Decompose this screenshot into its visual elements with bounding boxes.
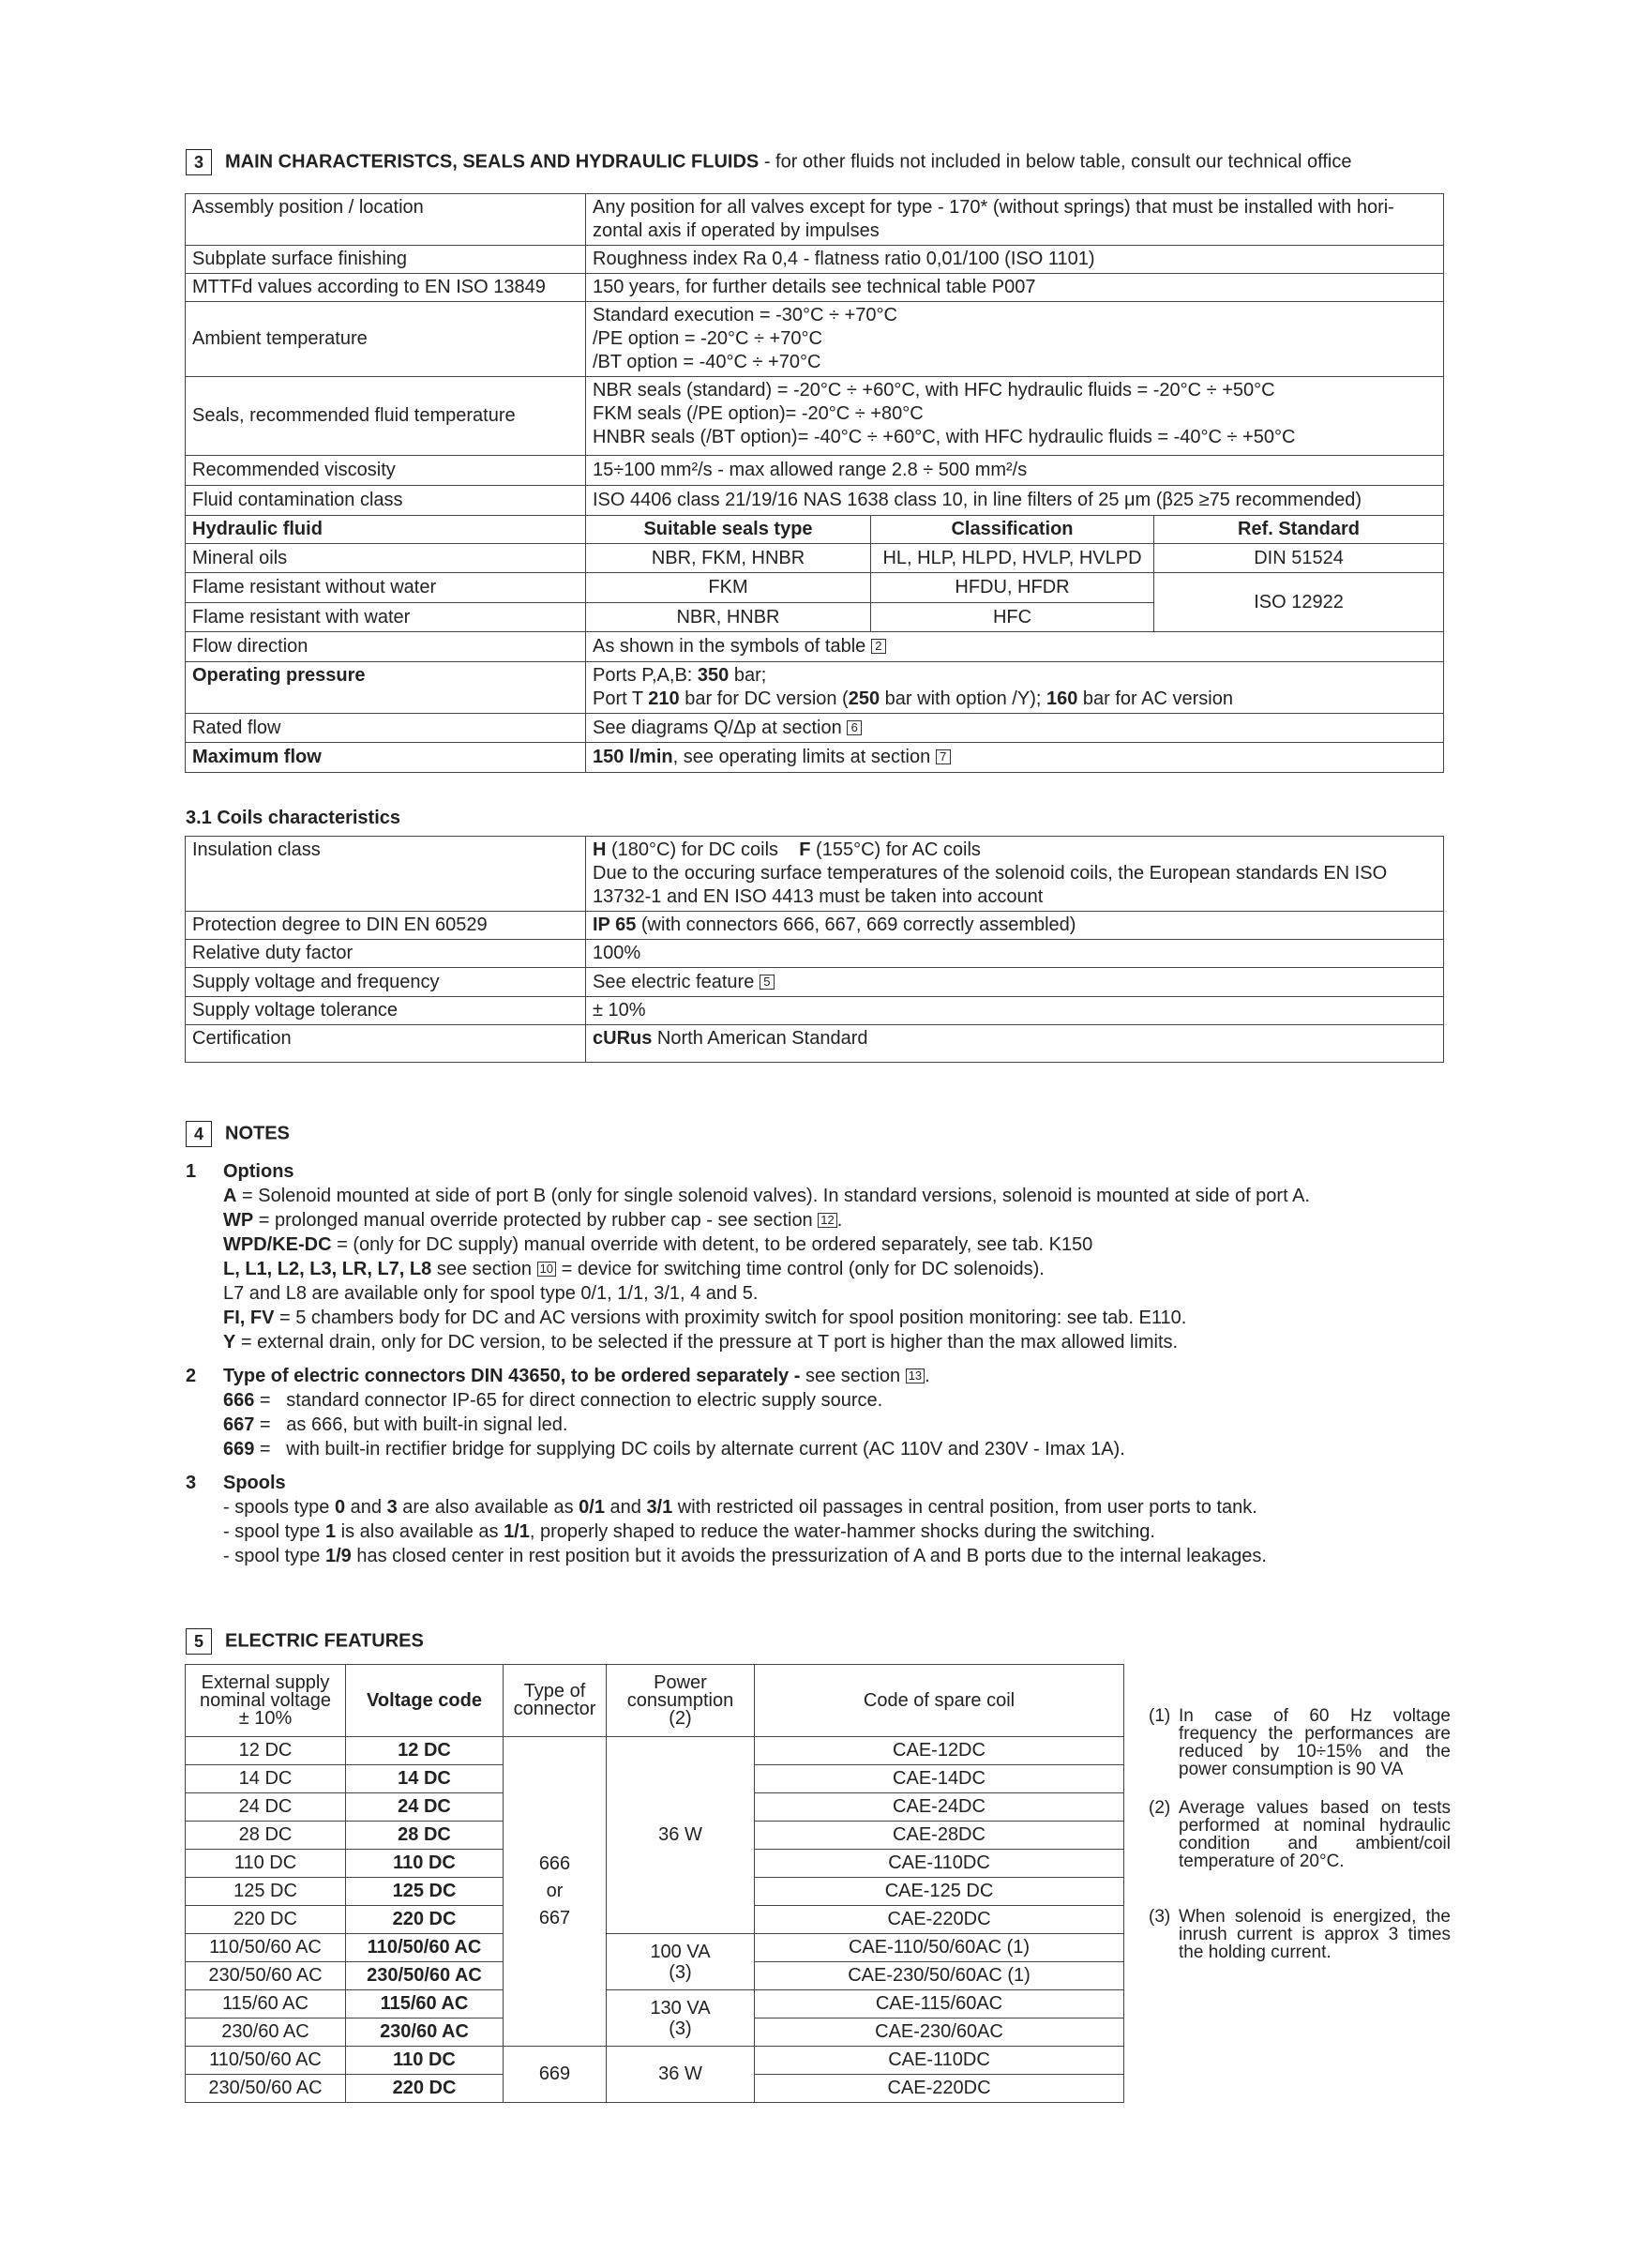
- connector-text: = with built-in rectifier bridge for supplying DC coils by alternate current (AC 110V and 230V - Imax 1A).: [254, 1439, 1125, 1459]
- note-text: - spool type: [223, 1546, 325, 1566]
- connector-code: 669: [223, 1439, 255, 1459]
- section-5-title: ELECTRIC FEATURES: [225, 1630, 424, 1652]
- notes-body: [186, 1159, 1442, 1572]
- fluid-cell: Mineral oils: [186, 544, 586, 573]
- table-row: [186, 456, 1444, 486]
- note-text: has closed center in rest position but it avoids the pressurization of A and B ports due to the internal leakages.: [351, 1546, 1267, 1566]
- spare-coil-cell: CAE-230/60AC: [755, 2019, 1124, 2047]
- note-text: see section: [800, 1366, 906, 1386]
- row-value: [586, 743, 1444, 773]
- value-line: HNBR seals (/BT option)= -40°C ÷ +60°C, with HFC hydraulic fluids = -40°C ÷ +50°C: [593, 427, 1296, 447]
- row-value: ± 10%: [586, 997, 1444, 1025]
- note-1: [223, 1159, 1310, 1354]
- section-ref: 5: [760, 975, 775, 990]
- power-line: (3): [669, 1961, 692, 1983]
- table-row: [186, 1025, 1444, 1063]
- value-text: See diagrams Q/Δp at section: [593, 717, 848, 738]
- row-value: 150 years, for further details see technical table P007: [586, 274, 1444, 302]
- table-row: [186, 302, 1444, 377]
- voltage-code-cell: 115/60 AC: [346, 1990, 504, 2019]
- table-row: [186, 743, 1444, 773]
- option-code: FI, FV: [223, 1308, 275, 1328]
- option-text: = device for switching time control (only for DC solenoids).: [556, 1259, 1045, 1279]
- table-row: [186, 544, 1444, 573]
- spare-coil-cell: CAE-230/50/60AC (1): [755, 1962, 1124, 1990]
- value-text: (with connectors 666, 667, 669 correctly assembled): [636, 915, 1076, 935]
- note-text: with restricted oil passages in central position, from user ports to tank.: [672, 1497, 1257, 1518]
- value-text: bar for DC version (: [679, 688, 849, 709]
- voltage-code-cell: 230/50/60 AC: [346, 1962, 504, 1990]
- value-line: [593, 664, 1437, 688]
- coils-heading: 3.1 Coils characteristics: [186, 808, 401, 828]
- voltage-code-cell: 24 DC: [346, 1793, 504, 1822]
- spare-coil-cell: CAE-110DC: [755, 1850, 1124, 1878]
- option-text: = (only for DC supply) manual override with detent, to be ordered separately, see tab. K150: [331, 1234, 1093, 1255]
- supply-cell: 220 DC: [186, 1906, 346, 1934]
- section-ref: 7: [936, 749, 951, 764]
- row-value: Roughness index Ra 0,4 - flatness ratio 0,01/100 (ISO 1101): [586, 246, 1444, 274]
- value-text: North American Standard: [652, 1028, 868, 1049]
- note-text: and: [345, 1497, 387, 1518]
- note-line: [223, 1388, 1125, 1413]
- power-line: 100 VA: [650, 1941, 711, 1962]
- note-text: are also available as: [397, 1497, 579, 1518]
- connector-line: 666: [538, 1853, 571, 1874]
- option-code: L, L1, L2, L3, LR, L7, L8: [223, 1259, 432, 1279]
- row-value: [586, 662, 1444, 714]
- electric-features-table: [185, 1664, 1124, 2103]
- main-characteristics-table: [185, 193, 1444, 773]
- fluid-cell: DIN 51524: [1154, 544, 1444, 573]
- power-cell: [607, 1990, 755, 2047]
- note-line: [223, 1232, 1310, 1257]
- note-bold: 0: [334, 1497, 346, 1518]
- power-cell: 36 W: [607, 2047, 755, 2103]
- header-power: [607, 1665, 755, 1737]
- option-code: WPD/KE-DC: [223, 1234, 332, 1255]
- row-label: Supply voltage tolerance: [186, 997, 586, 1025]
- header-line: (2): [669, 1707, 692, 1729]
- note-number: 3: [186, 1473, 197, 1493]
- spare-coil-cell: CAE-14DC: [755, 1765, 1124, 1793]
- header-supply: [186, 1665, 346, 1737]
- row-label: Ambient temperature: [186, 302, 586, 377]
- footnote-label: (1): [1149, 1706, 1171, 1726]
- note-line: [223, 1437, 1125, 1461]
- voltage-code-cell: 220 DC: [346, 2075, 504, 2103]
- supply-cell: 230/50/60 AC: [186, 2075, 346, 2103]
- supply-cell: 110/50/60 AC: [186, 2047, 346, 2075]
- supply-cell: 230/50/60 AC: [186, 1962, 346, 1990]
- fluid-cell: NBR, HNBR: [586, 603, 871, 632]
- value-text: (155°C) for AC coils: [810, 839, 981, 860]
- value-line: [593, 688, 1437, 711]
- section-ref: 12: [818, 1213, 836, 1228]
- table-row: [186, 714, 1444, 743]
- note-line: [223, 1520, 1267, 1544]
- fluid-header-cell: Classification: [871, 516, 1154, 544]
- connector-cell: 669: [504, 2047, 607, 2103]
- fluid-cell: Flame resistant with water: [186, 603, 586, 632]
- value-text: bar;: [729, 665, 767, 686]
- note-text: - spools type: [223, 1497, 335, 1518]
- supply-cell: 110 DC: [186, 1850, 346, 1878]
- value-bold: IP 65: [593, 915, 637, 935]
- section-ref: 2: [871, 639, 886, 654]
- fluid-cell: HL, HLP, HLPD, HVLP, HVLPD: [871, 544, 1154, 573]
- note-bold: 3/1: [646, 1497, 673, 1518]
- value-text: , see operating limits at section: [672, 747, 936, 767]
- note-line: WP = prolonged manual override protected by rubber cap - see section 12 .: [223, 1210, 843, 1231]
- power-cell: 36 W: [607, 1737, 755, 1934]
- option-text: see section: [431, 1259, 537, 1279]
- supply-cell: 28 DC: [186, 1822, 346, 1850]
- note-title: Options: [223, 1161, 294, 1182]
- option-text: = prolonged manual override protected by rubber cap - see section: [253, 1210, 819, 1231]
- fluid-header-cell: Suitable seals type: [586, 516, 871, 544]
- option-text: = Solenoid mounted at side of port B (only for single solenoid valves). In standard versions, solenoid is mounted at side of port A.: [236, 1186, 1310, 1206]
- section-ref: 6: [847, 720, 862, 735]
- fluid-cell: ISO 12922: [1154, 573, 1444, 632]
- table-row: [186, 837, 1444, 912]
- voltage-code-cell: 14 DC: [346, 1765, 504, 1793]
- connector-text: = standard connector IP-65 for direct connection to electric supply source.: [254, 1390, 883, 1411]
- note-line: [223, 1257, 1310, 1281]
- note-line: [223, 1330, 1310, 1354]
- value-line: /BT option = -40°C ÷ +70°C: [593, 352, 821, 372]
- value-line: NBR seals (standard) = -20°C ÷ +60°C, with HFC hydraulic fluids = -20°C ÷ +50°C: [593, 380, 1275, 401]
- row-label: Maximum flow: [186, 743, 586, 773]
- section-ref: 10: [537, 1262, 556, 1277]
- option-code: Y: [223, 1332, 236, 1353]
- supply-cell: 110/50/60 AC: [186, 1934, 346, 1962]
- header-line: consumption: [626, 1689, 734, 1711]
- voltage-code-cell: 220 DC: [346, 1906, 504, 1934]
- value-line: Standard execution = -30°C ÷ +70°C: [593, 305, 897, 325]
- header-connector: [504, 1665, 607, 1737]
- note-bold: 1: [324, 1521, 337, 1542]
- row-value: 15÷100 mm²/s - max allowed range 2.8 ÷ 500 mm²/s: [586, 456, 1444, 486]
- table-row: [186, 997, 1444, 1025]
- footnote-label: (3): [1149, 1907, 1171, 1927]
- note-bold: 3: [386, 1497, 398, 1518]
- option-code: A: [223, 1186, 237, 1206]
- table-row: [186, 662, 1444, 714]
- section-3-title: MAIN CHARACTERISTCS, SEALS AND HYDRAULIC FLUIDS: [225, 151, 760, 173]
- value-bold: 150 l/min: [593, 747, 673, 767]
- note-line: Type of electric connectors DIN 43650, to be ordered separately - see section 13 .: [223, 1366, 930, 1386]
- section-3-number: 3: [186, 149, 212, 175]
- note-title: Type of electric connectors DIN 43650, to be ordered separately -: [223, 1366, 801, 1386]
- note-line: [223, 1495, 1267, 1520]
- supply-cell: 12 DC: [186, 1737, 346, 1765]
- connector-code: 666: [223, 1390, 255, 1411]
- header-line: ± 10%: [238, 1707, 293, 1729]
- row-value: [586, 714, 1444, 743]
- value-bold: 210: [648, 688, 680, 709]
- voltage-code-cell: 12 DC: [346, 1737, 504, 1765]
- supply-cell: 115/60 AC: [186, 1990, 346, 2019]
- section-4-number: 4: [186, 1121, 212, 1147]
- value-text: Ports P,A,B:: [593, 665, 698, 686]
- section-4-title: NOTES: [225, 1123, 290, 1144]
- spare-coil-cell: CAE-125 DC: [755, 1878, 1124, 1906]
- table-row: [186, 194, 1444, 246]
- connector-cell: [504, 1737, 607, 2047]
- header-line: Power: [654, 1671, 707, 1693]
- value-text: See electric feature: [593, 971, 760, 992]
- voltage-code-cell: 28 DC: [346, 1822, 504, 1850]
- connector-code: 667: [223, 1414, 255, 1435]
- value-line: [593, 839, 1437, 862]
- footnote-label: (2): [1149, 1798, 1171, 1818]
- table-row: [186, 274, 1444, 302]
- row-label: Subplate surface finishing: [186, 246, 586, 274]
- row-label: Assembly position / location: [186, 194, 586, 246]
- header-line: connector: [513, 1699, 596, 1719]
- value-text: As shown in the symbols of table: [593, 636, 871, 657]
- footnote-text: When solenoid is energized, the inrush current is approx 3 times the holding current.: [1179, 1907, 1451, 1962]
- option-text: = external drain, only for DC version, to be selected if the pressure at T port is higher than the max allowed limits.: [235, 1332, 1179, 1353]
- value-text: Port T: [593, 688, 649, 709]
- footnote-text: Average values based on tests performed at nominal hydraulic condition and ambient/coil temperature of 20°C.: [1179, 1798, 1451, 1871]
- section-5-number: 5: [186, 1628, 212, 1655]
- row-label: Fluid contamination class: [186, 486, 586, 516]
- row-label: Supply voltage and frequency: [186, 968, 586, 997]
- voltage-code-cell: 230/60 AC: [346, 2019, 504, 2047]
- note-line: [223, 1544, 1267, 1568]
- header-spare-coil: Code of spare coil: [755, 1665, 1124, 1737]
- section-4-heading: [186, 1121, 290, 1147]
- section-3-heading: [186, 149, 1351, 175]
- row-label: Flow direction: [186, 632, 586, 662]
- voltage-code-cell: 110 DC: [346, 1850, 504, 1878]
- table-row: [186, 1737, 1124, 1765]
- row-value: ISO 4406 class 21/19/16 NAS 1638 class 10, in line filters of 25 μm (β25 ≥75 recommended): [586, 486, 1444, 516]
- supply-cell: 125 DC: [186, 1878, 346, 1906]
- fluid-cell: FKM: [586, 573, 871, 603]
- note-bold: 1/1: [504, 1521, 530, 1542]
- header-line: External supply: [201, 1671, 330, 1693]
- option-text: = 5 chambers body for DC and AC versions with proximity switch for spool position monitoring: see tab. E110.: [274, 1308, 1187, 1328]
- fluid-cell: NBR, FKM, HNBR: [586, 544, 871, 573]
- voltage-code-cell: 110 DC: [346, 2047, 504, 2075]
- row-label: MTTFd values according to EN ISO 13849: [186, 274, 586, 302]
- row-label: Certification: [186, 1025, 586, 1063]
- value-line: /PE option = -20°C ÷ +70°C: [593, 328, 822, 349]
- table-row: [186, 486, 1444, 516]
- note-2: [223, 1364, 1125, 1461]
- spare-coil-cell: CAE-28DC: [755, 1822, 1124, 1850]
- note-3: [223, 1471, 1267, 1568]
- value-line: Due to the occuring surface temperatures of the solenoid coils, the European standards EN ISO: [593, 863, 1388, 884]
- note-line: [223, 1184, 1310, 1208]
- row-label: Seals, recommended fluid temperature: [186, 377, 586, 456]
- value-bold: cURus: [593, 1028, 653, 1049]
- fluid-cell: Flame resistant without water: [186, 573, 586, 603]
- row-label: Operating pressure: [186, 662, 586, 714]
- row-value: 100%: [586, 940, 1444, 968]
- note-number: 2: [186, 1366, 197, 1386]
- note-text: is also available as: [336, 1521, 504, 1542]
- value-line: 13732-1 and EN ISO 4413 must be taken into account: [593, 886, 1044, 907]
- note-line: L7 and L8 are available only for spool type 0/1, 1/1, 3/1, 4 and 5.: [223, 1283, 759, 1304]
- power-line: 130 VA: [650, 1997, 711, 2019]
- header-voltage-code: Voltage code: [346, 1665, 504, 1737]
- section-5-heading: [186, 1628, 424, 1655]
- row-value: [586, 1025, 1444, 1063]
- note-text: and: [604, 1497, 647, 1518]
- table-row: [186, 516, 1444, 544]
- row-value: [586, 377, 1444, 456]
- supply-cell: 24 DC: [186, 1793, 346, 1822]
- note-bold: 0/1: [579, 1497, 605, 1518]
- note-text: , properly shaped to reduce the water-hammer shocks during the switching.: [529, 1521, 1155, 1542]
- row-value: [586, 302, 1444, 377]
- voltage-code-cell: 125 DC: [346, 1878, 504, 1906]
- supply-cell: 14 DC: [186, 1765, 346, 1793]
- spare-coil-cell: CAE-110DC: [755, 2047, 1124, 2075]
- option-code: WP: [223, 1210, 254, 1231]
- table-row: [186, 573, 1444, 603]
- table-row: [186, 968, 1444, 997]
- value-text: bar for AC version: [1077, 688, 1233, 709]
- row-value: [586, 632, 1444, 662]
- spare-coil-cell: CAE-12DC: [755, 1737, 1124, 1765]
- table-row: [186, 1990, 1124, 2019]
- connector-line: 667: [538, 1908, 571, 1928]
- footnote-text: In case of 60 Hz voltage frequency the performances are reduced by 10÷15% and the power consumption is 90 VA: [1179, 1706, 1451, 1779]
- row-label: Protection degree to DIN EN 60529: [186, 912, 586, 940]
- value-bold: 250: [848, 688, 880, 709]
- fluid-cell: HFC: [871, 603, 1154, 632]
- connector-text: = as 666, but with built-in signal led.: [254, 1414, 568, 1435]
- row-label: Relative duty factor: [186, 940, 586, 968]
- header-line: nominal voltage: [199, 1689, 332, 1711]
- value-bold: 350: [697, 665, 730, 686]
- spare-coil-cell: CAE-110/50/60AC (1): [755, 1934, 1124, 1962]
- note-title: Spools: [223, 1473, 286, 1493]
- table-header-row: [186, 1665, 1124, 1737]
- row-value: [586, 194, 1444, 246]
- row-value: [586, 968, 1444, 997]
- table-row: [186, 1934, 1124, 1962]
- note-line: [223, 1413, 1125, 1437]
- power-line: (3): [669, 2018, 692, 2039]
- header-line: Type of: [523, 1681, 586, 1701]
- voltage-code-cell: 110/50/60 AC: [346, 1934, 504, 1962]
- spare-coil-cell: CAE-220DC: [755, 2075, 1124, 2103]
- value-text: bar with option /Y);: [880, 688, 1046, 709]
- row-value: [586, 912, 1444, 940]
- table-row: [186, 632, 1444, 662]
- row-label: Recommended viscosity: [186, 456, 586, 486]
- power-cell: [607, 1934, 755, 1990]
- note-line: [223, 1306, 1310, 1330]
- table-row: [186, 2047, 1124, 2075]
- table-row: [186, 912, 1444, 940]
- value-line: zontal axis if operated by impulses: [593, 220, 880, 241]
- value-bold: 160: [1046, 688, 1078, 709]
- note-bold: 1/9: [324, 1546, 352, 1566]
- value-text: (180°C) for DC coils: [606, 839, 800, 860]
- value-line: FKM seals (/PE option)= -20°C ÷ +80°C: [593, 403, 924, 424]
- note-number: 1: [186, 1161, 197, 1182]
- table-row: [186, 377, 1444, 456]
- table-row: [186, 246, 1444, 274]
- row-label: Insulation class: [186, 837, 586, 912]
- spare-coil-cell: CAE-220DC: [755, 1906, 1124, 1934]
- fluid-header-cell: Ref. Standard: [1154, 516, 1444, 544]
- table-row: [186, 940, 1444, 968]
- fluid-header-cell: Hydraulic fluid: [186, 516, 586, 544]
- supply-cell: 230/60 AC: [186, 2019, 346, 2047]
- row-value: [586, 837, 1444, 912]
- value-bold: H: [593, 839, 607, 860]
- note-text: - spool type: [223, 1521, 325, 1542]
- section-3-note: - for other fluids not included in below table, consult our technical office: [759, 151, 1352, 173]
- spare-coil-cell: CAE-24DC: [755, 1793, 1124, 1822]
- coils-table: [185, 836, 1444, 1063]
- electric-footnotes: [1149, 1707, 1449, 1988]
- section-ref: 13: [906, 1368, 925, 1383]
- fluid-cell: HFDU, HFDR: [871, 573, 1154, 603]
- value-line: Any position for all valves except for type - 170* (without springs) that must be installed with hori-: [593, 197, 1394, 218]
- value-bold: F: [799, 839, 811, 860]
- spare-coil-cell: CAE-115/60AC: [755, 1990, 1124, 2019]
- row-label: Rated flow: [186, 714, 586, 743]
- connector-line: or: [546, 1881, 564, 1901]
